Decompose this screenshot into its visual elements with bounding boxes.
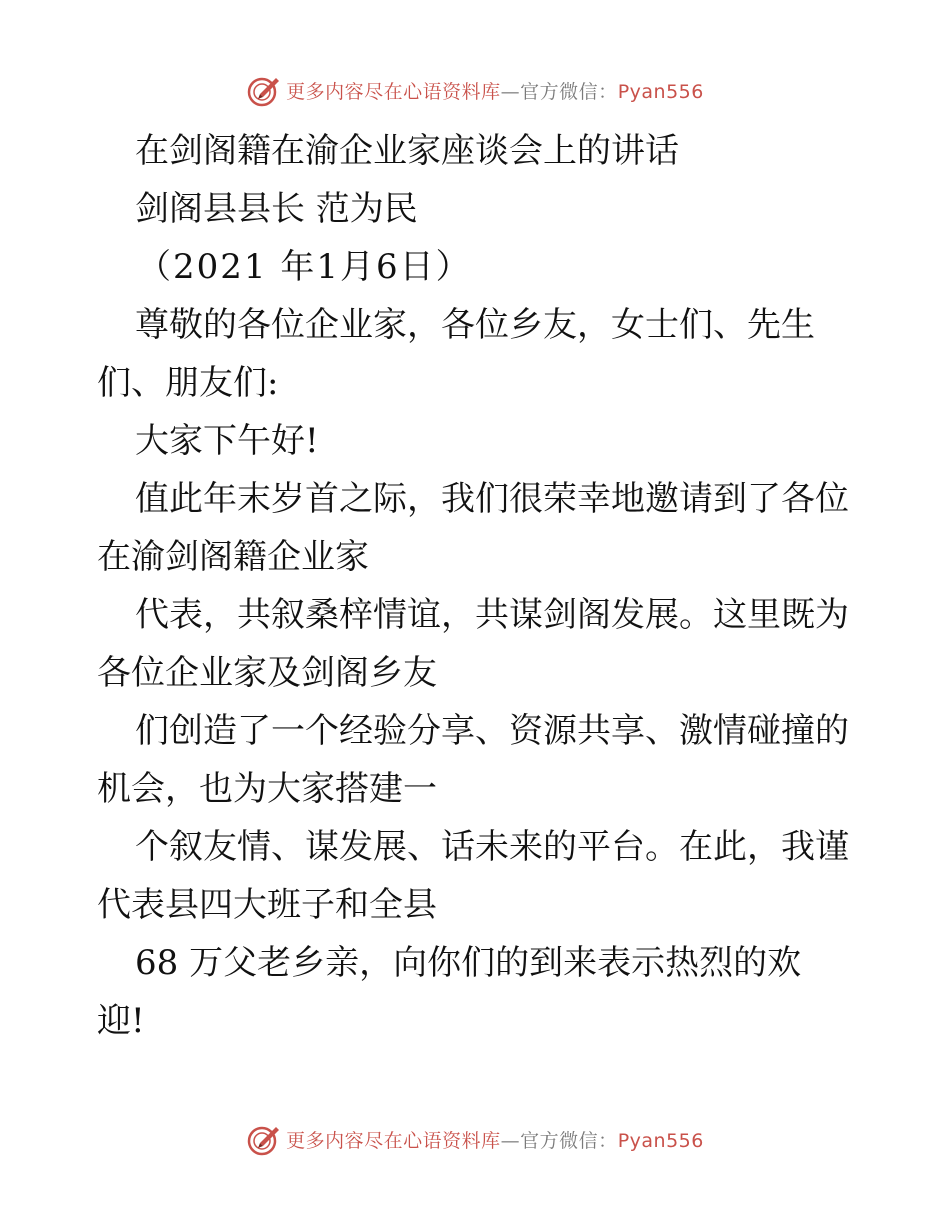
paragraph-line: 代表，共叙桑梓情谊，共谋剑阁发展。这里既为 bbox=[135, 595, 849, 635]
document-title: 在剑阁籍在渝企业家座谈会上的讲话 bbox=[135, 131, 679, 171]
paragraph-line: 机会，也为大家搭建一 bbox=[97, 769, 437, 809]
paragraph-line: 在渝剑阁籍企业家 bbox=[97, 537, 369, 577]
paragraph-line: 代表县四大班子和全县 bbox=[97, 885, 437, 925]
greeting-line: 大家下午好! bbox=[135, 421, 319, 461]
watermark-banner-bottom bbox=[0, 1119, 950, 1159]
paragraph-line: 个叙友情、谋发展、话未来的平台。在此，我谨 bbox=[135, 827, 849, 867]
paragraph-line: 68 万父老乡亲，向你们的到来表示热烈的欢 bbox=[135, 943, 802, 983]
speaker-line: 剑阁县县长 范为民 bbox=[135, 189, 418, 229]
watermark-text: 更多内容尽在心语资料库—官方微信：Pyan556 bbox=[286, 80, 704, 103]
salutation-line-cont: 们、朋友们: bbox=[97, 363, 279, 403]
pen-logo-icon bbox=[246, 1121, 282, 1157]
paragraph-line: 们创造了一个经验分享、资源共享、激情碰撞的 bbox=[135, 711, 849, 751]
watermark-text: 更多内容尽在心语资料库—官方微信：Pyan556 bbox=[286, 1129, 704, 1152]
salutation-line: 尊敬的各位企业家，各位乡友，女士们、先生 bbox=[135, 305, 815, 345]
paragraph-line: 各位企业家及剑阁乡友 bbox=[97, 653, 437, 693]
pen-logo-icon bbox=[246, 72, 282, 108]
watermark-banner-top bbox=[0, 70, 950, 110]
paragraph-line: 迎! bbox=[97, 1001, 145, 1041]
document-body bbox=[97, 122, 857, 1050]
paragraph-line: 值此年末岁首之际，我们很荣幸地邀请到了各位 bbox=[135, 479, 849, 519]
date-line: （2021 年1月6日） bbox=[137, 247, 472, 287]
